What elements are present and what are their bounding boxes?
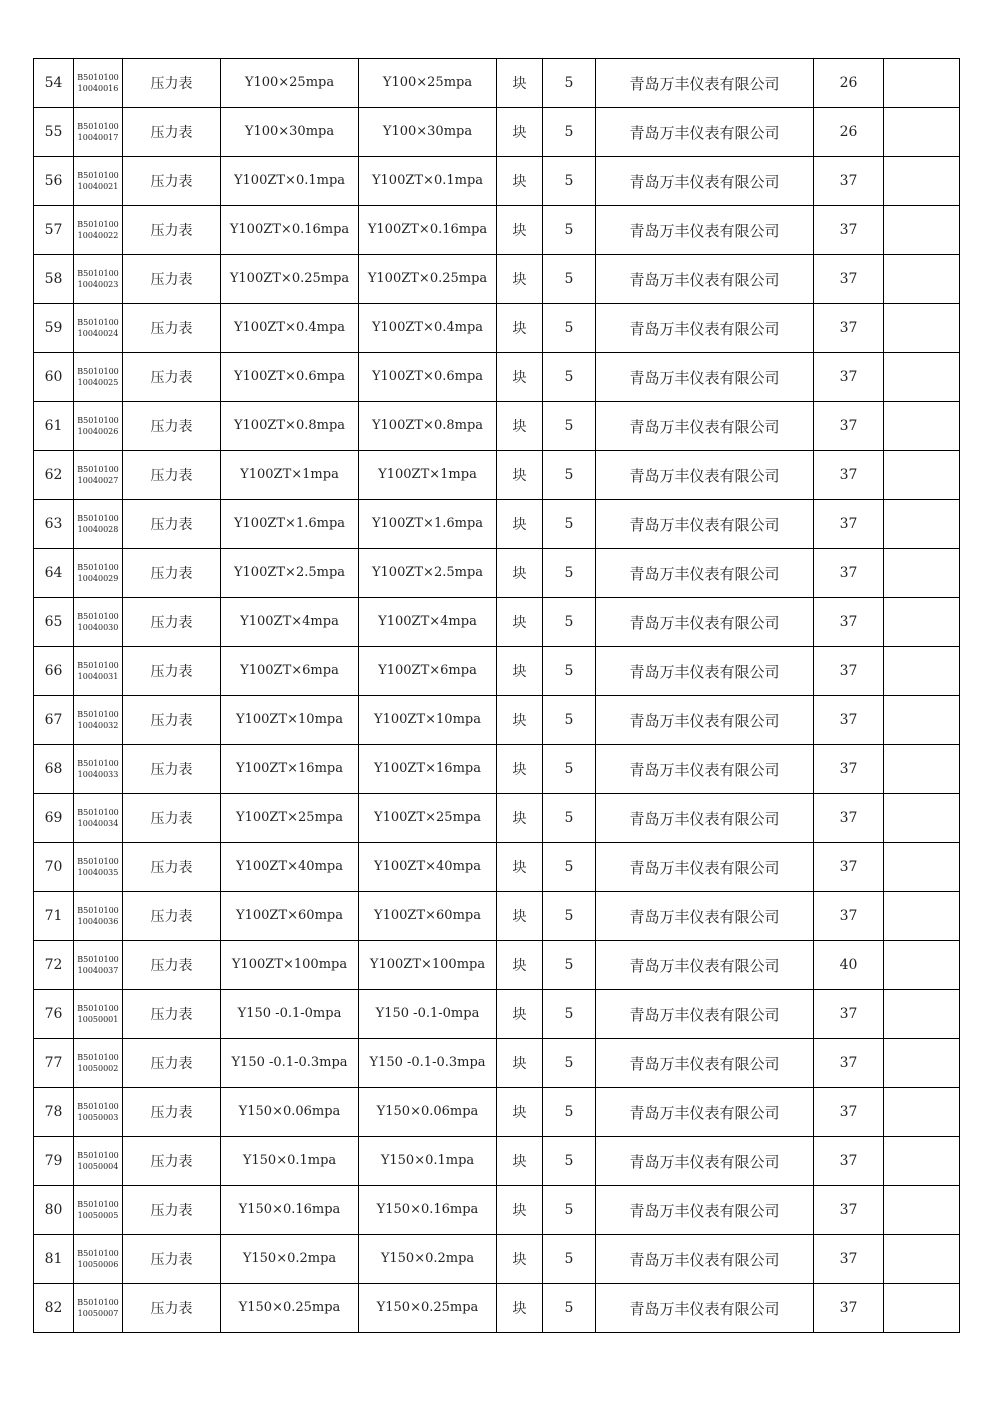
- unit-cell: 块: [497, 990, 543, 1039]
- spec-cell: Y150 -0.1-0.3mpa: [221, 1039, 359, 1088]
- row-number-cell: 77: [34, 1039, 74, 1088]
- remark-cell: [884, 892, 960, 941]
- table-row: [34, 1137, 960, 1186]
- quantity-cell: 5: [543, 206, 596, 255]
- model-cell: Y100ZT×1mpa: [359, 451, 497, 500]
- manufacturer-cell: 青岛万丰仪表有限公司: [596, 1039, 814, 1088]
- price-cell: 37: [814, 353, 884, 402]
- item-name-cell: 压力表: [123, 794, 221, 843]
- model-cell: Y100ZT×25mpa: [359, 794, 497, 843]
- spec-cell: Y100ZT×100mpa: [221, 941, 359, 990]
- item-code-cell: B501010010040016: [74, 59, 123, 108]
- price-cell: 37: [814, 843, 884, 892]
- model-cell: Y100ZT×6mpa: [359, 647, 497, 696]
- table-row: [34, 1284, 960, 1333]
- price-cell: 37: [814, 892, 884, 941]
- model-cell: Y150×0.25mpa: [359, 1284, 497, 1333]
- table-row: [34, 1088, 960, 1137]
- price-cell: 37: [814, 1137, 884, 1186]
- manufacturer-cell: 青岛万丰仪表有限公司: [596, 647, 814, 696]
- item-name-cell: 压力表: [123, 304, 221, 353]
- model-cell: Y100ZT×0.1mpa: [359, 157, 497, 206]
- row-number-cell: 64: [34, 549, 74, 598]
- quantity-cell: 5: [543, 304, 596, 353]
- price-cell: 37: [814, 451, 884, 500]
- row-number-cell: 82: [34, 1284, 74, 1333]
- manufacturer-cell: 青岛万丰仪表有限公司: [596, 794, 814, 843]
- remark-cell: [884, 1039, 960, 1088]
- row-number-cell: 67: [34, 696, 74, 745]
- unit-cell: 块: [497, 1186, 543, 1235]
- item-name-cell: 压力表: [123, 892, 221, 941]
- unit-cell: 块: [497, 598, 543, 647]
- price-cell: 37: [814, 402, 884, 451]
- unit-cell: 块: [497, 941, 543, 990]
- quantity-cell: 5: [543, 745, 596, 794]
- item-code-cell: B501010010040028: [74, 500, 123, 549]
- remark-cell: [884, 941, 960, 990]
- manufacturer-cell: 青岛万丰仪表有限公司: [596, 990, 814, 1039]
- item-name-cell: 压力表: [123, 500, 221, 549]
- price-cell: 37: [814, 794, 884, 843]
- item-name-cell: 压力表: [123, 941, 221, 990]
- item-name-cell: 压力表: [123, 255, 221, 304]
- manufacturer-cell: 青岛万丰仪表有限公司: [596, 941, 814, 990]
- spec-cell: Y100×25mpa: [221, 59, 359, 108]
- remark-cell: [884, 843, 960, 892]
- unit-cell: 块: [497, 353, 543, 402]
- row-number-cell: 62: [34, 451, 74, 500]
- item-code-cell: B501010010040021: [74, 157, 123, 206]
- row-number-cell: 56: [34, 157, 74, 206]
- item-code-cell: B501010010050003: [74, 1088, 123, 1137]
- quantity-cell: 5: [543, 353, 596, 402]
- item-code-cell: B501010010050006: [74, 1235, 123, 1284]
- remark-cell: [884, 696, 960, 745]
- manufacturer-cell: 青岛万丰仪表有限公司: [596, 549, 814, 598]
- item-name-cell: 压力表: [123, 353, 221, 402]
- model-cell: Y100ZT×100mpa: [359, 941, 497, 990]
- price-cell: 37: [814, 549, 884, 598]
- row-number-cell: 80: [34, 1186, 74, 1235]
- table-row: [34, 255, 960, 304]
- item-code-cell: B501010010040033: [74, 745, 123, 794]
- spec-cell: Y100×30mpa: [221, 108, 359, 157]
- item-code-cell: B501010010050002: [74, 1039, 123, 1088]
- spec-cell: Y150×0.2mpa: [221, 1235, 359, 1284]
- spec-cell: Y100ZT×16mpa: [221, 745, 359, 794]
- quantity-cell: 5: [543, 1235, 596, 1284]
- spec-cell: Y100ZT×0.8mpa: [221, 402, 359, 451]
- remark-cell: [884, 108, 960, 157]
- price-cell: 26: [814, 108, 884, 157]
- quantity-cell: 5: [543, 941, 596, 990]
- model-cell: Y150×0.06mpa: [359, 1088, 497, 1137]
- item-name-cell: 压力表: [123, 1137, 221, 1186]
- row-number-cell: 60: [34, 353, 74, 402]
- quantity-cell: 5: [543, 500, 596, 549]
- unit-cell: 块: [497, 451, 543, 500]
- table-row: [34, 108, 960, 157]
- model-cell: Y100ZT×40mpa: [359, 843, 497, 892]
- spec-cell: Y100ZT×10mpa: [221, 696, 359, 745]
- unit-cell: 块: [497, 1137, 543, 1186]
- unit-cell: 块: [497, 1235, 543, 1284]
- item-code-cell: B501010010040037: [74, 941, 123, 990]
- item-code-cell: B501010010040017: [74, 108, 123, 157]
- table-row: [34, 549, 960, 598]
- item-code-cell: B501010010040026: [74, 402, 123, 451]
- price-cell: 37: [814, 745, 884, 794]
- price-cell: 37: [814, 598, 884, 647]
- unit-cell: 块: [497, 647, 543, 696]
- spec-cell: Y100ZT×0.25mpa: [221, 255, 359, 304]
- remark-cell: [884, 255, 960, 304]
- item-name-cell: 压力表: [123, 990, 221, 1039]
- model-cell: Y100ZT×10mpa: [359, 696, 497, 745]
- remark-cell: [884, 206, 960, 255]
- remark-cell: [884, 647, 960, 696]
- remark-cell: [884, 1137, 960, 1186]
- price-cell: 37: [814, 1235, 884, 1284]
- model-cell: Y100ZT×16mpa: [359, 745, 497, 794]
- row-number-cell: 72: [34, 941, 74, 990]
- quantity-cell: 5: [543, 1088, 596, 1137]
- item-code-cell: B501010010040022: [74, 206, 123, 255]
- quantity-cell: 5: [543, 598, 596, 647]
- quantity-cell: 5: [543, 59, 596, 108]
- model-cell: Y100ZT×0.25mpa: [359, 255, 497, 304]
- unit-cell: 块: [497, 696, 543, 745]
- remark-cell: [884, 353, 960, 402]
- quantity-cell: 5: [543, 157, 596, 206]
- model-cell: Y150 -0.1-0mpa: [359, 990, 497, 1039]
- item-code-cell: B501010010050001: [74, 990, 123, 1039]
- manufacturer-cell: 青岛万丰仪表有限公司: [596, 1284, 814, 1333]
- manufacturer-cell: 青岛万丰仪表有限公司: [596, 1235, 814, 1284]
- item-code-cell: B501010010050005: [74, 1186, 123, 1235]
- spec-cell: Y100ZT×1mpa: [221, 451, 359, 500]
- remark-cell: [884, 549, 960, 598]
- model-cell: Y100ZT×0.4mpa: [359, 304, 497, 353]
- item-name-cell: 压力表: [123, 206, 221, 255]
- row-number-cell: 69: [34, 794, 74, 843]
- model-cell: Y100×25mpa: [359, 59, 497, 108]
- model-cell: Y100×30mpa: [359, 108, 497, 157]
- spec-cell: Y150×0.16mpa: [221, 1186, 359, 1235]
- table-row: [34, 59, 960, 108]
- unit-cell: 块: [497, 108, 543, 157]
- item-code-cell: B501010010040029: [74, 549, 123, 598]
- table-row: [34, 500, 960, 549]
- model-cell: Y100ZT×4mpa: [359, 598, 497, 647]
- table-row: [34, 402, 960, 451]
- spec-cell: Y100ZT×0.16mpa: [221, 206, 359, 255]
- remark-cell: [884, 1186, 960, 1235]
- item-code-cell: B501010010040034: [74, 794, 123, 843]
- row-number-cell: 58: [34, 255, 74, 304]
- manufacturer-cell: 青岛万丰仪表有限公司: [596, 500, 814, 549]
- manufacturer-cell: 青岛万丰仪表有限公司: [596, 59, 814, 108]
- item-code-cell: B501010010040023: [74, 255, 123, 304]
- item-code-cell: B501010010050007: [74, 1284, 123, 1333]
- item-name-cell: 压力表: [123, 59, 221, 108]
- spec-cell: Y150×0.06mpa: [221, 1088, 359, 1137]
- table-row: [34, 843, 960, 892]
- table-row: [34, 745, 960, 794]
- item-name-cell: 压力表: [123, 549, 221, 598]
- model-cell: Y100ZT×0.16mpa: [359, 206, 497, 255]
- row-number-cell: 54: [34, 59, 74, 108]
- price-cell: 26: [814, 59, 884, 108]
- manufacturer-cell: 青岛万丰仪表有限公司: [596, 1186, 814, 1235]
- item-code-cell: B501010010040030: [74, 598, 123, 647]
- table-body: [34, 59, 960, 1333]
- remark-cell: [884, 451, 960, 500]
- unit-cell: 块: [497, 745, 543, 794]
- table-row: [34, 1039, 960, 1088]
- model-cell: Y100ZT×0.8mpa: [359, 402, 497, 451]
- price-cell: 37: [814, 1039, 884, 1088]
- row-number-cell: 79: [34, 1137, 74, 1186]
- manufacturer-cell: 青岛万丰仪表有限公司: [596, 157, 814, 206]
- quantity-cell: 5: [543, 549, 596, 598]
- item-name-cell: 压力表: [123, 843, 221, 892]
- row-number-cell: 81: [34, 1235, 74, 1284]
- manufacturer-cell: 青岛万丰仪表有限公司: [596, 353, 814, 402]
- item-name-cell: 压力表: [123, 745, 221, 794]
- model-cell: Y150×0.1mpa: [359, 1137, 497, 1186]
- price-cell: 37: [814, 647, 884, 696]
- remark-cell: [884, 1235, 960, 1284]
- table-row: [34, 794, 960, 843]
- model-cell: Y150 -0.1-0.3mpa: [359, 1039, 497, 1088]
- manufacturer-cell: 青岛万丰仪表有限公司: [596, 255, 814, 304]
- spec-cell: Y100ZT×6mpa: [221, 647, 359, 696]
- price-cell: 40: [814, 941, 884, 990]
- quantity-cell: 5: [543, 1039, 596, 1088]
- item-code-cell: B501010010040031: [74, 647, 123, 696]
- quantity-cell: 5: [543, 451, 596, 500]
- quantity-cell: 5: [543, 1186, 596, 1235]
- manufacturer-cell: 青岛万丰仪表有限公司: [596, 206, 814, 255]
- price-cell: 37: [814, 1284, 884, 1333]
- unit-cell: 块: [497, 1284, 543, 1333]
- quantity-cell: 5: [543, 843, 596, 892]
- spec-cell: Y150×0.1mpa: [221, 1137, 359, 1186]
- unit-cell: 块: [497, 255, 543, 304]
- price-cell: 37: [814, 255, 884, 304]
- item-code-cell: B501010010040036: [74, 892, 123, 941]
- spec-cell: Y100ZT×60mpa: [221, 892, 359, 941]
- price-cell: 37: [814, 1088, 884, 1137]
- table-row: [34, 941, 960, 990]
- quantity-cell: 5: [543, 794, 596, 843]
- quantity-cell: 5: [543, 990, 596, 1039]
- spec-cell: Y100ZT×1.6mpa: [221, 500, 359, 549]
- item-code-cell: B501010010040035: [74, 843, 123, 892]
- item-code-cell: B501010010040025: [74, 353, 123, 402]
- model-cell: Y100ZT×0.6mpa: [359, 353, 497, 402]
- row-number-cell: 65: [34, 598, 74, 647]
- unit-cell: 块: [497, 59, 543, 108]
- row-number-cell: 63: [34, 500, 74, 549]
- row-number-cell: 55: [34, 108, 74, 157]
- spec-cell: Y100ZT×0.6mpa: [221, 353, 359, 402]
- manufacturer-cell: 青岛万丰仪表有限公司: [596, 304, 814, 353]
- unit-cell: 块: [497, 794, 543, 843]
- price-cell: 37: [814, 157, 884, 206]
- unit-cell: 块: [497, 892, 543, 941]
- model-cell: Y100ZT×2.5mpa: [359, 549, 497, 598]
- manufacturer-cell: 青岛万丰仪表有限公司: [596, 1137, 814, 1186]
- quantity-cell: 5: [543, 647, 596, 696]
- spec-cell: Y100ZT×2.5mpa: [221, 549, 359, 598]
- item-code-cell: B501010010040024: [74, 304, 123, 353]
- spec-cell: Y100ZT×0.4mpa: [221, 304, 359, 353]
- item-name-cell: 压力表: [123, 157, 221, 206]
- item-code-cell: B501010010040032: [74, 696, 123, 745]
- item-name-cell: 压力表: [123, 1186, 221, 1235]
- table-row: [34, 598, 960, 647]
- table-row: [34, 157, 960, 206]
- item-name-cell: 压力表: [123, 598, 221, 647]
- price-cell: 37: [814, 206, 884, 255]
- row-number-cell: 71: [34, 892, 74, 941]
- row-number-cell: 68: [34, 745, 74, 794]
- manufacturer-cell: 青岛万丰仪表有限公司: [596, 843, 814, 892]
- unit-cell: 块: [497, 549, 543, 598]
- unit-cell: 块: [497, 402, 543, 451]
- table-row: [34, 647, 960, 696]
- spec-cell: Y100ZT×40mpa: [221, 843, 359, 892]
- quantity-cell: 5: [543, 255, 596, 304]
- price-list-table: [33, 58, 960, 1333]
- remark-cell: [884, 1284, 960, 1333]
- item-name-cell: 压力表: [123, 451, 221, 500]
- manufacturer-cell: 青岛万丰仪表有限公司: [596, 108, 814, 157]
- quantity-cell: 5: [543, 1284, 596, 1333]
- spec-cell: Y150×0.25mpa: [221, 1284, 359, 1333]
- remark-cell: [884, 745, 960, 794]
- item-name-cell: 压力表: [123, 1088, 221, 1137]
- manufacturer-cell: 青岛万丰仪表有限公司: [596, 451, 814, 500]
- model-cell: Y150×0.2mpa: [359, 1235, 497, 1284]
- manufacturer-cell: 青岛万丰仪表有限公司: [596, 745, 814, 794]
- table-row: [34, 1186, 960, 1235]
- item-name-cell: 压力表: [123, 402, 221, 451]
- table-row: [34, 892, 960, 941]
- row-number-cell: 78: [34, 1088, 74, 1137]
- remark-cell: [884, 304, 960, 353]
- item-name-cell: 压力表: [123, 696, 221, 745]
- unit-cell: 块: [497, 1039, 543, 1088]
- row-number-cell: 61: [34, 402, 74, 451]
- unit-cell: 块: [497, 843, 543, 892]
- quantity-cell: 5: [543, 892, 596, 941]
- unit-cell: 块: [497, 1088, 543, 1137]
- table-row: [34, 451, 960, 500]
- remark-cell: [884, 1088, 960, 1137]
- unit-cell: 块: [497, 157, 543, 206]
- item-name-cell: 压力表: [123, 108, 221, 157]
- table-row: [34, 990, 960, 1039]
- row-number-cell: 66: [34, 647, 74, 696]
- table-row: [34, 1235, 960, 1284]
- quantity-cell: 5: [543, 1137, 596, 1186]
- remark-cell: [884, 402, 960, 451]
- item-code-cell: B501010010040027: [74, 451, 123, 500]
- price-cell: 37: [814, 500, 884, 549]
- manufacturer-cell: 青岛万丰仪表有限公司: [596, 696, 814, 745]
- manufacturer-cell: 青岛万丰仪表有限公司: [596, 402, 814, 451]
- spec-cell: Y100ZT×4mpa: [221, 598, 359, 647]
- item-name-cell: 压力表: [123, 1039, 221, 1088]
- price-cell: 37: [814, 696, 884, 745]
- remark-cell: [884, 990, 960, 1039]
- item-code-cell: B501010010050004: [74, 1137, 123, 1186]
- row-number-cell: 59: [34, 304, 74, 353]
- price-cell: 37: [814, 990, 884, 1039]
- table-row: [34, 206, 960, 255]
- manufacturer-cell: 青岛万丰仪表有限公司: [596, 598, 814, 647]
- model-cell: Y150×0.16mpa: [359, 1186, 497, 1235]
- row-number-cell: 70: [34, 843, 74, 892]
- spec-cell: Y150 -0.1-0mpa: [221, 990, 359, 1039]
- unit-cell: 块: [497, 304, 543, 353]
- manufacturer-cell: 青岛万丰仪表有限公司: [596, 892, 814, 941]
- table-row: [34, 696, 960, 745]
- remark-cell: [884, 157, 960, 206]
- remark-cell: [884, 500, 960, 549]
- table-row: [34, 353, 960, 402]
- manufacturer-cell: 青岛万丰仪表有限公司: [596, 1088, 814, 1137]
- unit-cell: 块: [497, 500, 543, 549]
- row-number-cell: 76: [34, 990, 74, 1039]
- model-cell: Y100ZT×1.6mpa: [359, 500, 497, 549]
- price-cell: 37: [814, 304, 884, 353]
- table-row: [34, 304, 960, 353]
- row-number-cell: 57: [34, 206, 74, 255]
- quantity-cell: 5: [543, 402, 596, 451]
- quantity-cell: 5: [543, 108, 596, 157]
- spec-cell: Y100ZT×0.1mpa: [221, 157, 359, 206]
- spec-cell: Y100ZT×25mpa: [221, 794, 359, 843]
- price-cell: 37: [814, 1186, 884, 1235]
- remark-cell: [884, 59, 960, 108]
- remark-cell: [884, 598, 960, 647]
- remark-cell: [884, 794, 960, 843]
- item-name-cell: 压力表: [123, 647, 221, 696]
- item-name-cell: 压力表: [123, 1235, 221, 1284]
- model-cell: Y100ZT×60mpa: [359, 892, 497, 941]
- unit-cell: 块: [497, 206, 543, 255]
- quantity-cell: 5: [543, 696, 596, 745]
- item-name-cell: 压力表: [123, 1284, 221, 1333]
